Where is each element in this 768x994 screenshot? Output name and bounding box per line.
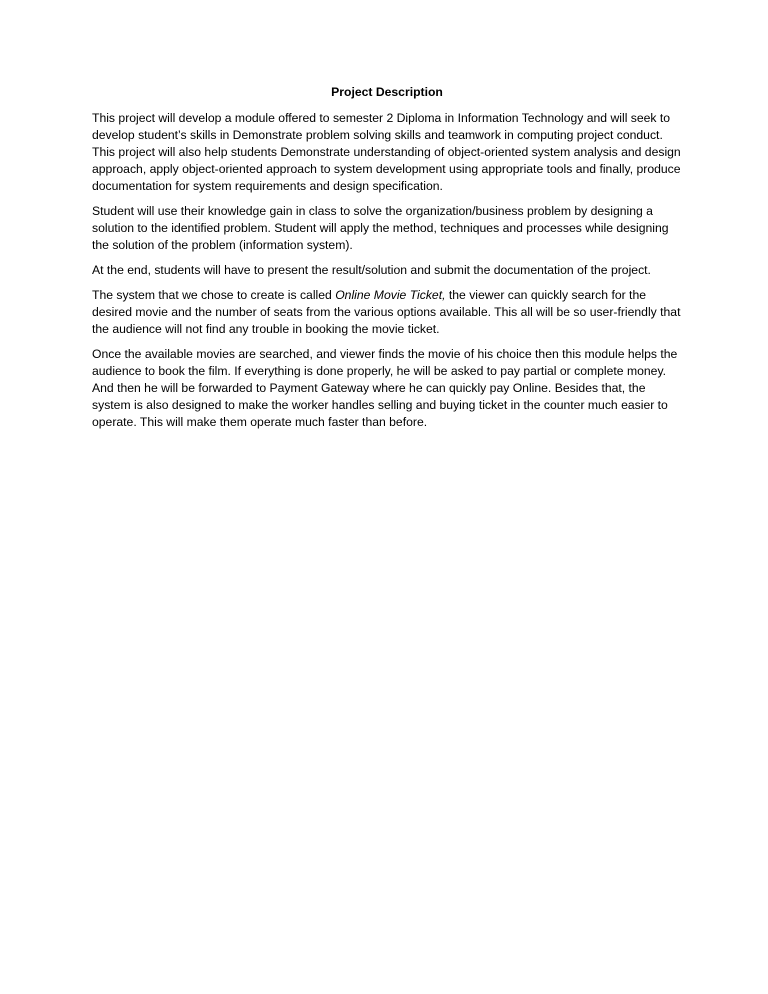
document-body xyxy=(92,84,682,439)
paragraph-system xyxy=(92,287,682,338)
paragraph-knowledge: Student will use their knowledge gain in class to solve the organization/business problem by designing a solution to the identified problem. Student will apply the method, techniques and processes while designing the solution of the problem (information system). xyxy=(92,204,669,252)
paragraph-intro: This project will develop a module offered to semester 2 Diploma in Information Technology and will seek to develop student’s skills in Demonstrate problem solving skills and teamwork in computing project conduct. This project will also help students Demonstrate understanding of object-oriented system analysis and design approach, apply object-oriented approach to system development using appropriate tools and finally, produce documentation for system requirements and design specification. xyxy=(92,111,681,193)
system-text-after: the viewer can quickly search for the desired movie and the number of seats from the various options available. This all will be so user-friendly that the audience will not find any trouble in booking the movie ticket. xyxy=(92,288,681,336)
system-name-emphasis: Online Movie Ticket, xyxy=(335,288,446,302)
document-title: Project Description xyxy=(331,85,443,99)
paragraph-booking: Once the available movies are searched, and viewer finds the movie of his choice then this module helps the audience to book the film. If everything is done properly, he will be asked to pay partial or complete money. And then he will be forwarded to Payment Gateway where he can quickly pay Online. Besides that, the system is also designed to make the worker handles selling and buying ticket in the counter much easier to operate. This will make them operate much faster than before. xyxy=(92,347,678,429)
paragraph-end: At the end, students will have to present the result/solution and submit the documentation of the project. xyxy=(92,263,651,277)
system-text-before: The system that we chose to create is called xyxy=(92,288,336,302)
